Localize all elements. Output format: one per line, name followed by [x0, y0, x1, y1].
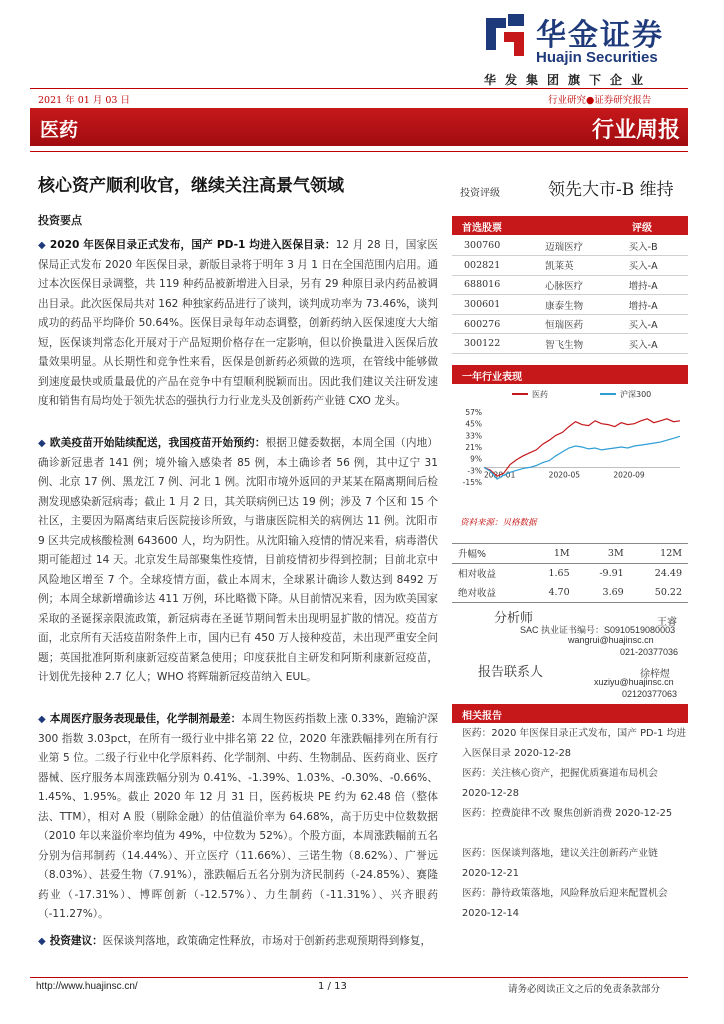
- y-tick-label: 9%: [470, 454, 482, 464]
- stock-code: 688016: [452, 275, 533, 295]
- related-title: 相关报告: [452, 704, 688, 723]
- stock-code: 300760: [452, 236, 533, 256]
- stocks-header-name: 首选股票: [462, 223, 502, 234]
- y-tick-label: 21%: [465, 443, 482, 452]
- contact-phone: 02120377063: [622, 689, 678, 699]
- x-tick-label: 2020-05: [548, 470, 581, 480]
- report-kind: 行业周报: [592, 118, 681, 143]
- stock-row: [452, 256, 688, 276]
- perf-cell: 1M: [526, 544, 575, 564]
- stock-rating: 买入-A: [617, 256, 688, 276]
- stock-row: [452, 295, 688, 315]
- title-bar: [30, 108, 688, 146]
- legend-label: 医药: [532, 390, 548, 399]
- point-body: 根据卫健委数据，本周全国（内地）确诊新冠患者 141 例；境外输入感染者 85 例，本土确诊者 56 例，其中辽宁 31 例、北京 17 例、黑龙江 7 例、河北 1 例。沈阳市境外返回的尹某某在隔离期间后检测发现感染新冠病毒；截止 1 月 2 日，其关联病例已达 19 例；涉及 7 个区和 15 个社区，主要因为隔离结束后医院接诊所致，与谐康医院相关的病例达 11 例。沈阳市 9 区共完成核酸检测 643600 人，均为阴性。从沈阳输入疫情的情况来看，病毒潜伏期可能超过 14 天。北京发生局部聚集性疫情，目前疫情初步得到控制；目前北京中风险地区增至 7 个。全球疫情方面，截止本周末，全球累计确诊人数达到 8492 万例；本周全球新增确诊达 411 万例，环比略微下降。从目前情况来看，因为欧美国家采取的圣诞探亲限流政策，新冠病毒在圣诞节期间暂未出现明显扩散的情况。疫苗方面，北京所有天活疫苗附条件上市，国内已有 450 万人接种疫苗，未出现严重安全问题；英国批准阿斯利康新冠疫苗紧急使用；印度获批自主研发和阿斯利康新冠疫苗，计划优先接种 2.7 亿人；WHO 将辉瑞新冠疫苗纳入 EUL。: [38, 437, 438, 683]
- related-report[interactable]: 医药：控费旋律不改 聚焦创新消费 2020-12-25: [462, 808, 673, 819]
- brand-name-cn: 华金证券: [536, 18, 664, 53]
- stock-name: 智飞生物: [533, 334, 617, 354]
- analyst-email-text: wangrui@huajinsc.cn: [568, 635, 654, 645]
- related-report[interactable]: 医药：关注核心资产，把握优质赛道布局机会 2020-12-28: [462, 768, 658, 799]
- key-points-title: 投资要点: [38, 214, 82, 227]
- rating-value: 领先大市-B 维持: [548, 180, 674, 200]
- sector-title: 医药: [40, 119, 79, 141]
- y-tick-label: 57%: [465, 408, 482, 417]
- stocks-table: [452, 236, 688, 354]
- related-report[interactable]: 医药：2020 年医保目录正式发布，国产 PD-1 均进入医保目录 2020-12-28: [462, 728, 687, 759]
- perf-cell: 12M: [630, 544, 688, 564]
- stocks-header: [452, 216, 688, 235]
- point-vaccine: [38, 434, 438, 688]
- huajin-logo-icon: [484, 12, 526, 56]
- perf-cell: 50.22: [630, 583, 688, 603]
- contact-email-text: xuziyu@huajinsc.cn: [594, 677, 674, 687]
- chart-section-title: 一年行业表现: [452, 365, 688, 384]
- headline: 核心资产顺利收官，继续关注高景气领域: [38, 176, 344, 196]
- perf-cell: 24.49: [654, 567, 682, 579]
- y-tick-label: 45%: [465, 419, 482, 429]
- analyst-phone: 021-20377036: [620, 647, 679, 657]
- point-lead: 欧美疫苗开始陆续配送，我国疫苗开始预约：: [49, 437, 266, 449]
- divider: [30, 151, 688, 152]
- perf-cell: 升幅%: [452, 544, 526, 564]
- stock-row: [452, 314, 688, 334]
- point-lead: 2020 年医保目录正式发布，国产 PD-1 均进入医保目录：: [49, 239, 336, 251]
- point-body: 12 月 28 日，国家医保局正式发布 2020 年医保目录，新版目录将于明年 3 月 1 日在全国范围内启用。通过本次医保目录调整，共 119 种药品被新增进入目录，另有 29 种原目录内药品被调出目录。此次医保局共对 162 种独家药品进行了谈判，谈判成功率为 73.46%，谈判成功的药品平均降价 50.64%。医保目录每年动态调整，创新药纳入医保速度大大缩短，医保谈判常态化开展对于产品短期价格存在一定影响，但以价换量进入医保后放量效果明显。从长期性和竞争性来看，医保是创新药必须做的选项，在管线中能够做到速度最快或质量最优的产品在竞争中有望顺利脱颖而出。因此我们建议关注研发速度和销售有局均处于领先状态的强执行力行业龙头及创新药产业链 CXO 龙头。: [38, 239, 438, 407]
- footer-disclaimer: 请务必阅读正文之后的免责条款部分: [508, 984, 661, 995]
- contact-label: 报告联系人: [478, 665, 544, 680]
- diamond-bullet-icon: ◆: [38, 240, 46, 251]
- diamond-bullet-icon: ◆: [38, 936, 46, 947]
- analyst-label: 分析师: [494, 611, 534, 626]
- x-tick-label: 2020-01: [484, 470, 516, 480]
- stock-name: 凯莱英: [533, 256, 617, 276]
- perf-cell: -9.91: [599, 567, 624, 579]
- contact-email[interactable]: [594, 677, 674, 687]
- x-tick-label: 2020-09: [613, 470, 645, 480]
- stock-code: 002821: [452, 256, 533, 276]
- y-tick-label: -3%: [467, 466, 482, 476]
- perf-header-row: [452, 544, 688, 564]
- stock-row: [452, 236, 688, 256]
- perf-cell: 4.70: [526, 583, 575, 603]
- stock-code: 300122: [452, 334, 533, 354]
- point-body: 医保谈判落地，政策确定性释放，市场对于创新药悲观预期得到修复，: [102, 935, 432, 947]
- stock-row: [452, 275, 688, 295]
- stock-name: 康泰生物: [533, 295, 617, 315]
- report-type-tags: 行业研究●证券研究报告: [548, 95, 652, 106]
- point-medical-insurance: [38, 236, 438, 412]
- stock-name: 迈瑞医疗: [533, 236, 617, 256]
- stock-name: 恒瑞医药: [533, 314, 617, 334]
- stock-rating: 增持-A: [617, 275, 688, 295]
- analyst-email[interactable]: [568, 635, 654, 645]
- stock-name: 心脉医疗: [533, 275, 617, 295]
- point-lead: 投资建议：: [49, 935, 103, 947]
- stock-rating: 买入-A: [617, 334, 688, 354]
- stock-code: 300601: [452, 295, 533, 315]
- diamond-bullet-icon: ◆: [38, 714, 46, 725]
- perf-cell: 1.65: [548, 567, 570, 579]
- point-investment: [38, 932, 438, 952]
- perf-cell: 3.69: [576, 583, 630, 603]
- stock-rating: 买入-A: [617, 314, 688, 334]
- performance-chart: [452, 386, 688, 502]
- perf-cell: 绝对收益: [452, 583, 526, 603]
- point-market: [38, 710, 438, 925]
- report-date: 2021 年 01 月 03 日: [38, 95, 130, 106]
- perf-row: [452, 583, 688, 603]
- brand-slogan: 华发集团旗下企业: [484, 73, 653, 87]
- related-report[interactable]: 医药：静待政策落地，风险释放后迎来配置机会 2020-12-14: [462, 888, 668, 919]
- y-tick-label: -15%: [462, 478, 482, 487]
- contact-name: 徐梓煜: [640, 669, 670, 680]
- stock-rating: 增持-A: [617, 295, 688, 315]
- analyst-sac: SAC 执业证书编号：S0910519080003: [520, 625, 676, 635]
- brand-name-en: Huajin Securities: [536, 49, 658, 66]
- page-number: 1 / 13: [318, 981, 347, 992]
- related-report[interactable]: 医药：医保谈判落地，建议关注创新药产业链 2020-12-21: [462, 848, 658, 879]
- stocks-header-grade: 评级: [632, 223, 652, 234]
- point-body: 本周生物医药指数上涨 0.33%，跑输沪深 300 指数 3.03pct，在所有一级行业中排名第 22 位，2020 年涨跌幅排列在所有行业第 5 位。二级子行业中化学原料药、化学制剂、中药、生物制品、医药商业、医疗器械、医疗服务本周涨跌幅分别为 0.41%、-1.39%、1.03%、-0.30%、-0.66%、1.45%、1.95%。截止 2020 年 12 月 31 日，医药板块 PE 约为 62.48 倍（整体法、TTM），相对 A 股（剔除金融）的估值溢价率为 64.68%，高于历史中位数数据（2010 年以来溢价率均值为 49%，中位数为 52%）。个股方面，本周涨跌幅前五名分别为信邦制药（14.44%）、开立医疗（11.66%）、三诺生物（8.62%）、广誉远（8.03%）、甚爱生物（7.91%），涨跌幅后五名分别为济民制药（-24.85%）、赛隆药业（-17.31%）、博晖创新（-12.57%）、力生制药（-11.31%）、兴齐眼药（-11.27%）。: [38, 713, 438, 920]
- stock-code: 600276: [452, 314, 533, 334]
- perf-row: [452, 563, 688, 583]
- footer-url[interactable]: http://www.huajinsc.cn/: [36, 981, 138, 992]
- stock-row: [452, 334, 688, 354]
- footer-rule: [30, 977, 688, 978]
- legend-label: 沪深300: [620, 390, 652, 399]
- perf-cell: 3M: [576, 544, 630, 564]
- performance-table: [452, 543, 688, 603]
- chart-source: 资料来源：贝格数据: [460, 518, 537, 528]
- point-lead: 本周医疗服务表现最佳，化学制剂最差：: [49, 713, 242, 725]
- y-tick-label: 33%: [465, 431, 482, 441]
- diamond-bullet-icon: ◆: [38, 438, 46, 449]
- stock-rating: 买入-B: [617, 236, 688, 256]
- analyst-name: 王睿: [657, 617, 677, 628]
- perf-cell: 相对收益: [458, 569, 497, 580]
- rating-label: 投资评级: [460, 188, 500, 199]
